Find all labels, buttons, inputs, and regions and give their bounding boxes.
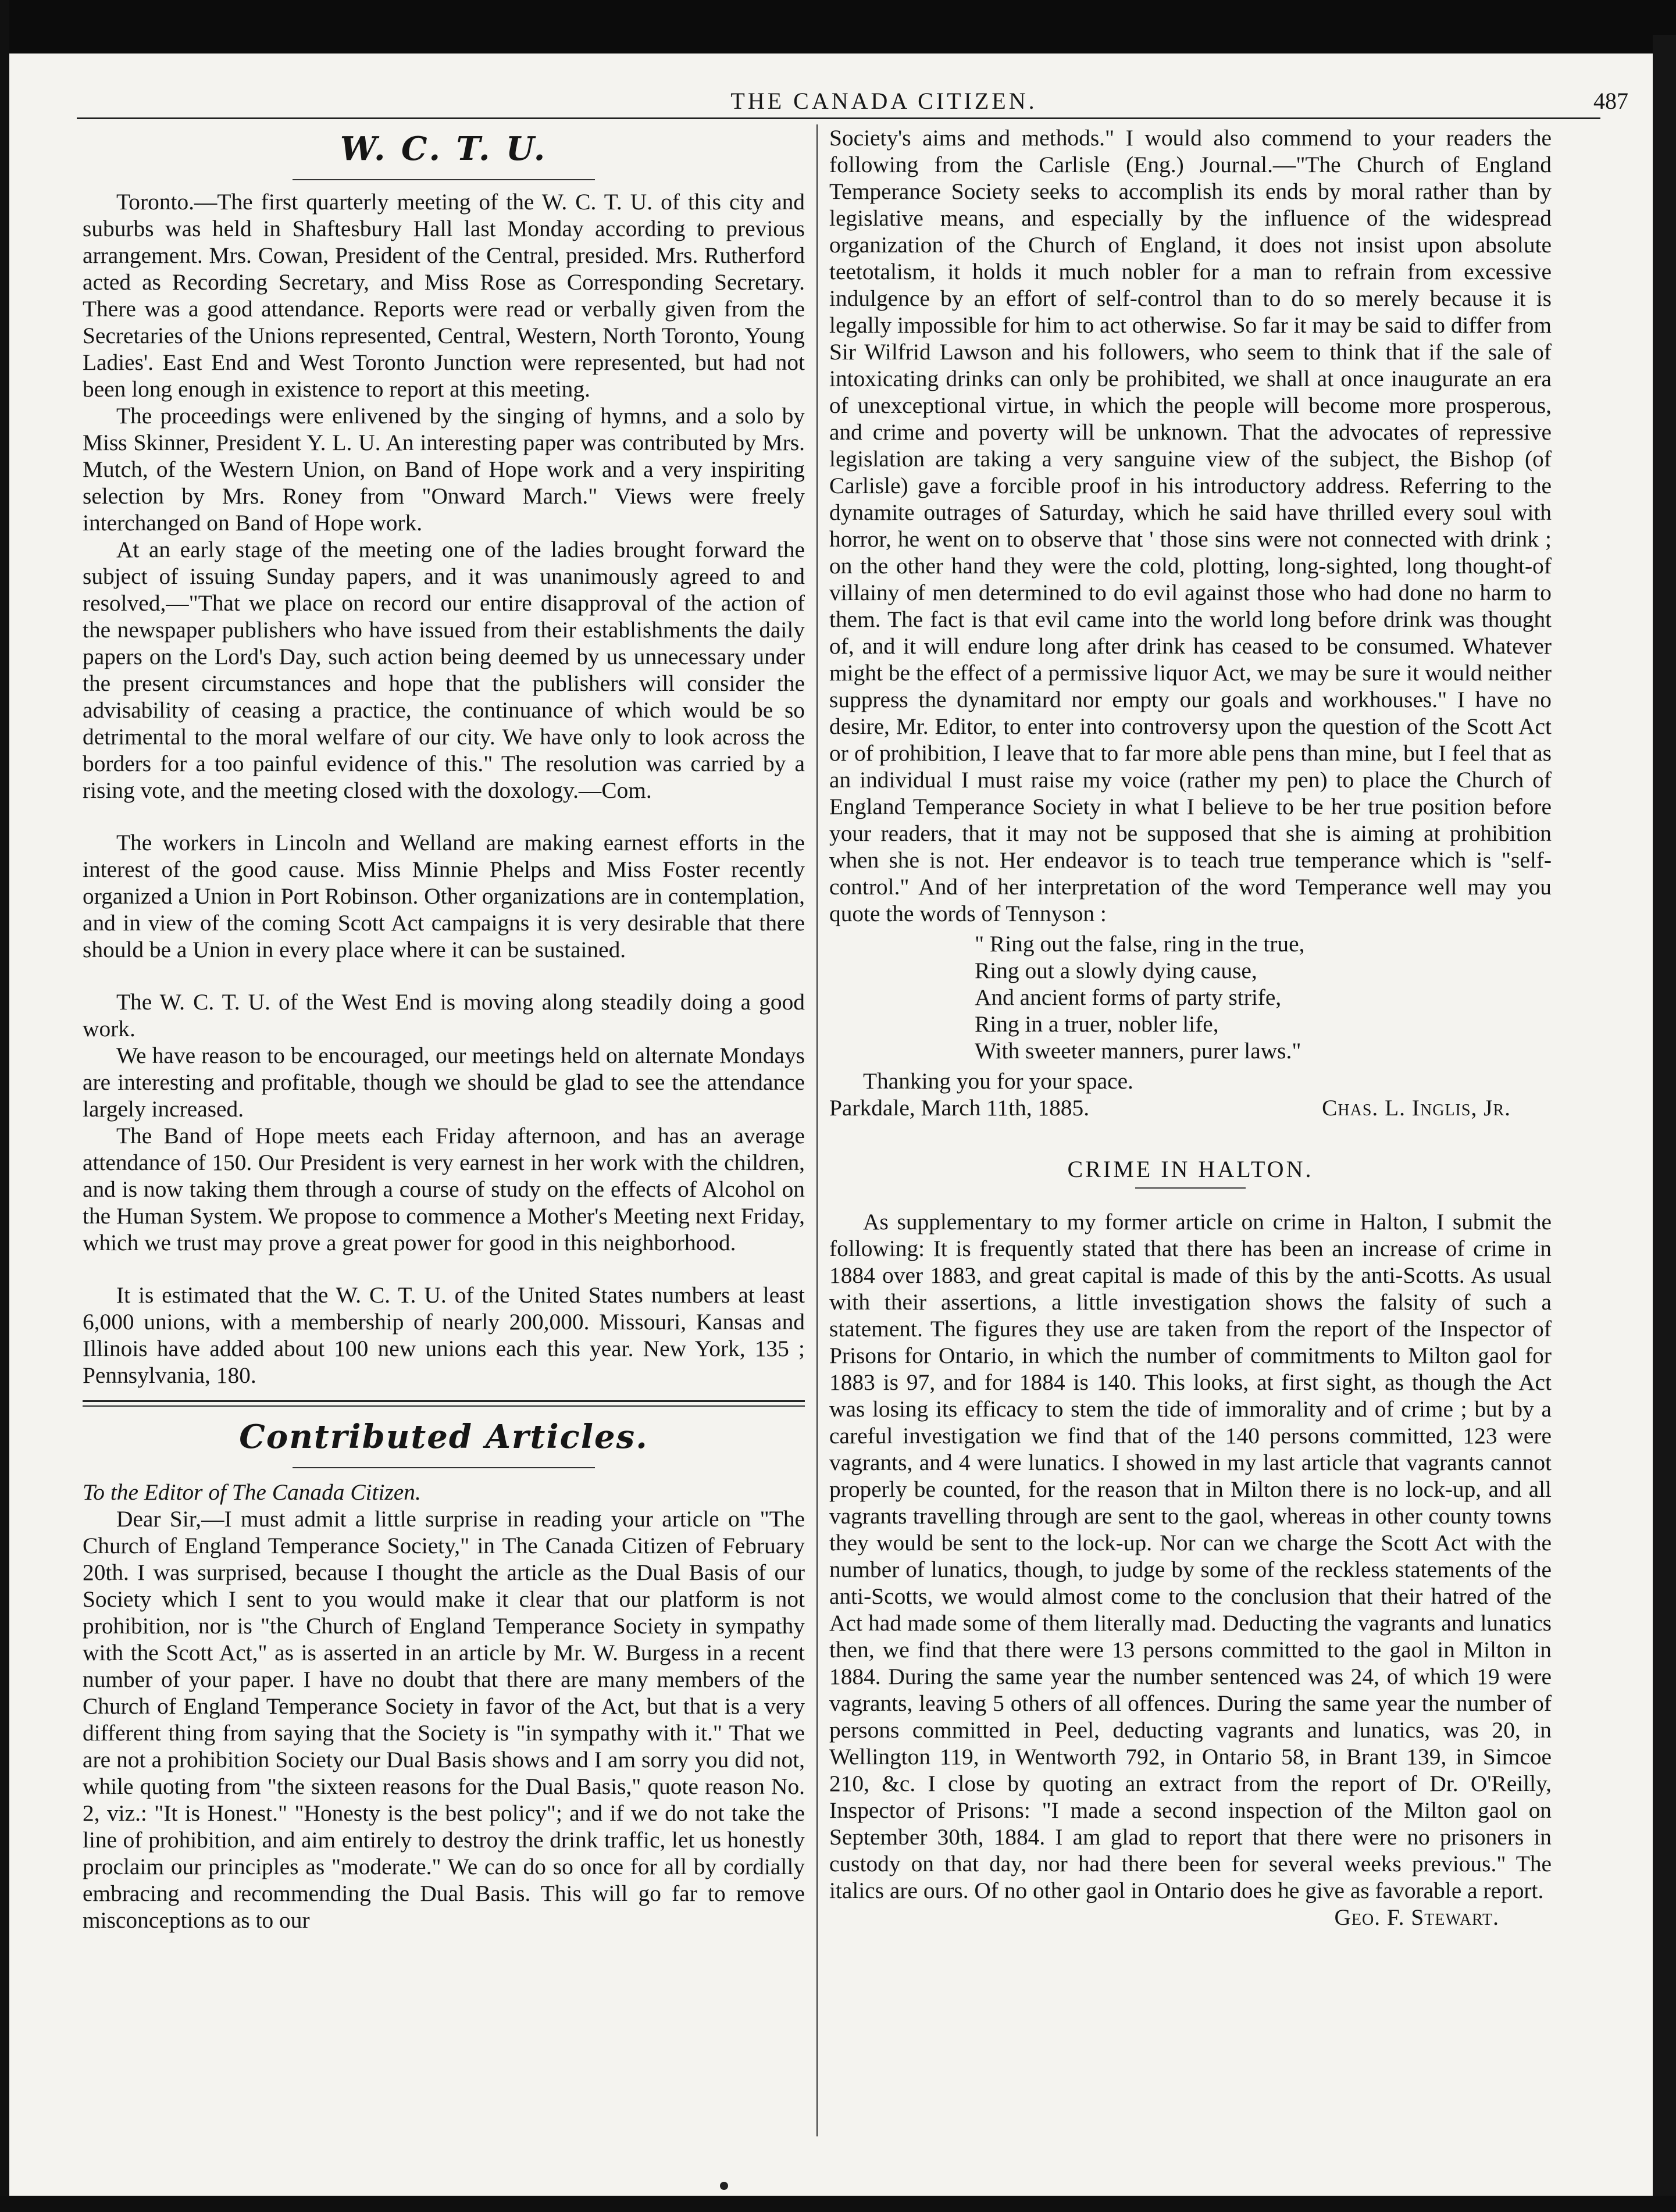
poem-line: Ring in a truer, nobler life, [975, 1011, 1219, 1037]
letter-paragraph: Dear Sir,—I must admit a little surprise in reading your article on "The Church of England Temperance Society," in The Canada Citizen of February 20th. I was surprised, because I thought the article as the Dual Basis of our Society which I sent to you would make it clear that our platform is not prohibition, nor is "the Church of England Temperance Society in sympathy with the Scott Act," as is asserted in an article by Mr. W. Burgess in a recent number of your paper. I have no doubt that there are many members of the Church of England Temperance Society in favor of the Act, but that is a very different thing from saying that the Society is "in sympathy with it." That we are not a prohibition Society our Dual Basis shows and I am sorry you did not, while quoting from "the sixteen reasons for the Dual Basis," quote reason No. 2, viz.: "It is Honest." "Honesty is the best policy"; and if we do not take the line of prohibition, and aim entirely to destroy the drink traffic, let us honestly proclaim our principles as "moderate." We can do so once for all by cordially embracing and recommending the Dual Basis. This will go far to remove misconceptions as to our [83, 1506, 805, 1933]
wctu-paragraph: Toronto.—The first quarterly meeting of the W. C. T. U. of this city and suburbs was held in Shaftesbury Hall last Monday according to previous arrangement. Mrs. Cowan, President of the Central, presided. Mrs. Rutherford acted as Recording Secretary, and Miss Rose as Corresponding Secretary. There was a good attendance. Reports were read or verbally given from the Secretaries of the Unions represented, Central, Western, North Toronto, Young Ladies'. East End and West Toronto Junction were represented, but had not been long enough in existence to report at this meeting. [83, 189, 805, 402]
crime-heading: CRIME IN HALTON. [1067, 1156, 1314, 1182]
letter-place-date: Parkdale, March 11th, 1885. [829, 1095, 1090, 1121]
column-divider [816, 124, 818, 2136]
page-number: 487 [1593, 88, 1628, 114]
letter-signoff [829, 1094, 1552, 1121]
right-column [829, 124, 1552, 1931]
wctu-paragraph: It is estimated that the W. C. T. U. of the United States numbers at least 6,000 unions, with a membership of nearly 200,000. Missouri, Kansas and Illinois have added about 100 new unions each this year. New York, 135 ; Pennsylvania, 180. [83, 1282, 805, 1388]
ink-dot [720, 2182, 728, 2190]
wctu-paragraph: The proceedings were enlivened by the singing of hymns, and a solo by Miss Skinner, President Y. L. U. An interesting paper was contributed by Mrs. Mutch, of the Western Union, on Band of Hope work and a very inspiriting selection by Mrs. Roney from "Onward March." Views were freely interchanged on Band of Hope work. [83, 403, 805, 536]
crime-heading-rule [1135, 1187, 1246, 1189]
wctu-paragraph: The W. C. T. U. of the West End is moving along steadily doing a good work. [83, 989, 805, 1041]
left-column [83, 124, 805, 1933]
contributed-heading-rule [293, 1467, 595, 1468]
running-title: THE CANADA CITIZEN. [730, 88, 1037, 114]
crime-paragraph: As supplementary to my former article on crime in Halton, I submit the following: It is frequently stated that there has been an increase of crime in 1884 over 1883, and great capital is made of this by the anti-Scotts. As usual with their assertions, a little investigation shows the falsity of such a statement. The figures they use are taken from the report of the Inspector of Prisons for Ontario, in which the number of commitments to Milton gaol for 1883 is 97, and for 1884 is 140. This looks, at first sight, as though the Act was losing its efficacy to stem the tide of immorality and of crime ; but by a careful investigation we find that of the 140 persons committed, 123 were vagrants, and 4 were lunatics. I showed in my last article that vagrants cannot properly be counted, for the reason that in Milton there is no lock-up, and all vagrants travelling through are sent to the gaol, whereas in other county towns they would be sent to the lock-up. Nor can we charge the Scott Act with the number of lunatics, though, to judge by some of the reckless statements of the anti-Scotts, we would almost come to the conclusion that their hatred of the Act had made some of them literally mad. Deducting the vagrants and lunatics then, we find that there were 13 persons committed to the gaol in Milton in 1884. During the same year the number sentenced was 24, of which 19 were vagrants, leaving 5 others of all offences. During the same year the number of persons committed in Peel, deducting vagrants and lunatics, was 20, in Wellington 119, in Wentworth 792, in Ontario 58, in Brant 139, in Simcoe 210, &c. I close by quoting an extract from the report of Dr. O'Reilly, Inspector of Prisons: "I made a second inspection of the Milton gaol on September 30th, 1884. I am glad to report that there were no prisoners in custody on that day, nor had there been for several weeks previous." The italics are ours. Of no other gaol in Ontario does he give as favorable a report. [829, 1209, 1552, 1903]
letter-closing: Thanking you for your space. [863, 1068, 1133, 1094]
scan-top-border [0, 0, 1676, 53]
scan-right-border [1653, 35, 1676, 2212]
letter-signature: Chas. L. Inglis, Jr. [1322, 1095, 1511, 1121]
crime-signature: Geo. F. Stewart. [1334, 1904, 1499, 1930]
scan-left-border [0, 0, 9, 2212]
poem-line: With sweeter manners, purer laws." [975, 1038, 1301, 1064]
wctu-paragraph: At an early stage of the meeting one of the ladies brought forward the subject of issuing Sunday papers, and it was unanimously agreed to and resolved,—"That we place on record our entire disapproval of the action of the newspaper publishers who have issued from their establishments the daily papers on the Lord's Day, such action being deemed by us unnecessary under the present circumstances and hope that the publishers will consider the advisability of ceasing a practice, the continuance of which would be so detrimental to the moral welfare of our city. We have only to look across the borders for a too painful evidence of this." The resolution was carried by a rising vote, and the meeting closed with the doxology.—Com. [83, 537, 805, 803]
tennyson-poem [975, 930, 1552, 1064]
letter-continuation: Society's aims and methods." I would also commend to your readers the following from the Carlisle (Eng.) Journal.—"The Church of England Temperance Society seeks to accomplish its ends by moral rather than by legislative means, and especially by the influence of the widespread organization of the Church of England, it does not insist upon absolute teetotalism, it holds it much nobler for a man to refrain from excessive indulgence by an effort of self-control than to do so merely because it is legally impossible for him to act otherwise. So far it may be said to differ from Sir Wilfrid Lawson and his followers, who seem to think that if the sale of intoxicating drinks can only be prohibited, we shall at once inaugurate an era of unexceptional virtue, in which the people will become more prosperous, and crime and poverty will be unknown. That the advocates of repressive legislation are taking a very sanguine view of the subject, the Bishop (of Carlisle) gave a forcible proof in his introductory address. Referring to the dynamite outrages of Saturday, which he said have thrilled every soul with horror, he went on to observe that ' those sins were not connected with drink ; on the other hand they were the cold, plotting, long-sighted, long thought-of villainy of men determined to do evil against those who had done no harm to them. The fact is that evil came into the world long before drink was thought of, and it will endure long after drink has ceased to be consumed. Whatever might be the effect of a permissive liquor Act, we may be sure it would neither suppress the dynamitard nor empty our goals and workhouses." I have no desire, Mr. Editor, to enter into controversy upon the question of the Scott Act or of prohibition, I leave that to far more able pens than mine, but I feel that as an individual I must raise my voice (rather my pen) to place the Church of England Temperance Society in what I believe to be her true position before your readers, that it may not be supposed that she is aiming at prohibition when she is not. Her endeavor is to teach true temperance which is "self-control." And of her interpretation of the word Temperance well may you quote the words of Tennyson : [829, 125, 1552, 926]
wctu-heading: W. C. T. U. [340, 130, 548, 168]
to-editor-line: To the Editor of The Canada Citizen. [83, 1479, 421, 1505]
header-rule [77, 117, 1600, 119]
wctu-paragraph: We have reason to be encouraged, our meetings held on alternate Mondays are interesting and profitable, though we should be glad to see the attendance largely increased. [83, 1043, 805, 1122]
scan-bottom-border [0, 2196, 1676, 2212]
wctu-paragraph: The workers in Lincoln and Welland are making earnest efforts in the interest of the good cause. Miss Minnie Phelps and Miss Foster recently organized a Union in Port Robinson. Other organizations are in contemplation, and in view of the coming Scott Act campaigns it is very desirable that there should be a Union in every place where it can be sustained. [83, 830, 805, 962]
wctu-paragraph: The Band of Hope meets each Friday afternoon, and has an average attendance of 150. Our President is very earnest in her work with the children, and is now taking them through a course of study on the effects of Alcohol on the Human System. We propose to commence a Mother's Meeting next Friday, which we trust may prove a great power for good in this neighborhood. [83, 1123, 805, 1255]
wctu-heading-rule [293, 179, 595, 180]
poem-line: And ancient forms of party strife, [975, 984, 1282, 1010]
poem-line: Ring out a slowly dying cause, [975, 958, 1257, 983]
section-double-rule [83, 1400, 805, 1407]
poem-line: " Ring out the false, ring in the true, [975, 931, 1305, 957]
contributed-heading: Contributed Articles. [239, 1418, 648, 1456]
